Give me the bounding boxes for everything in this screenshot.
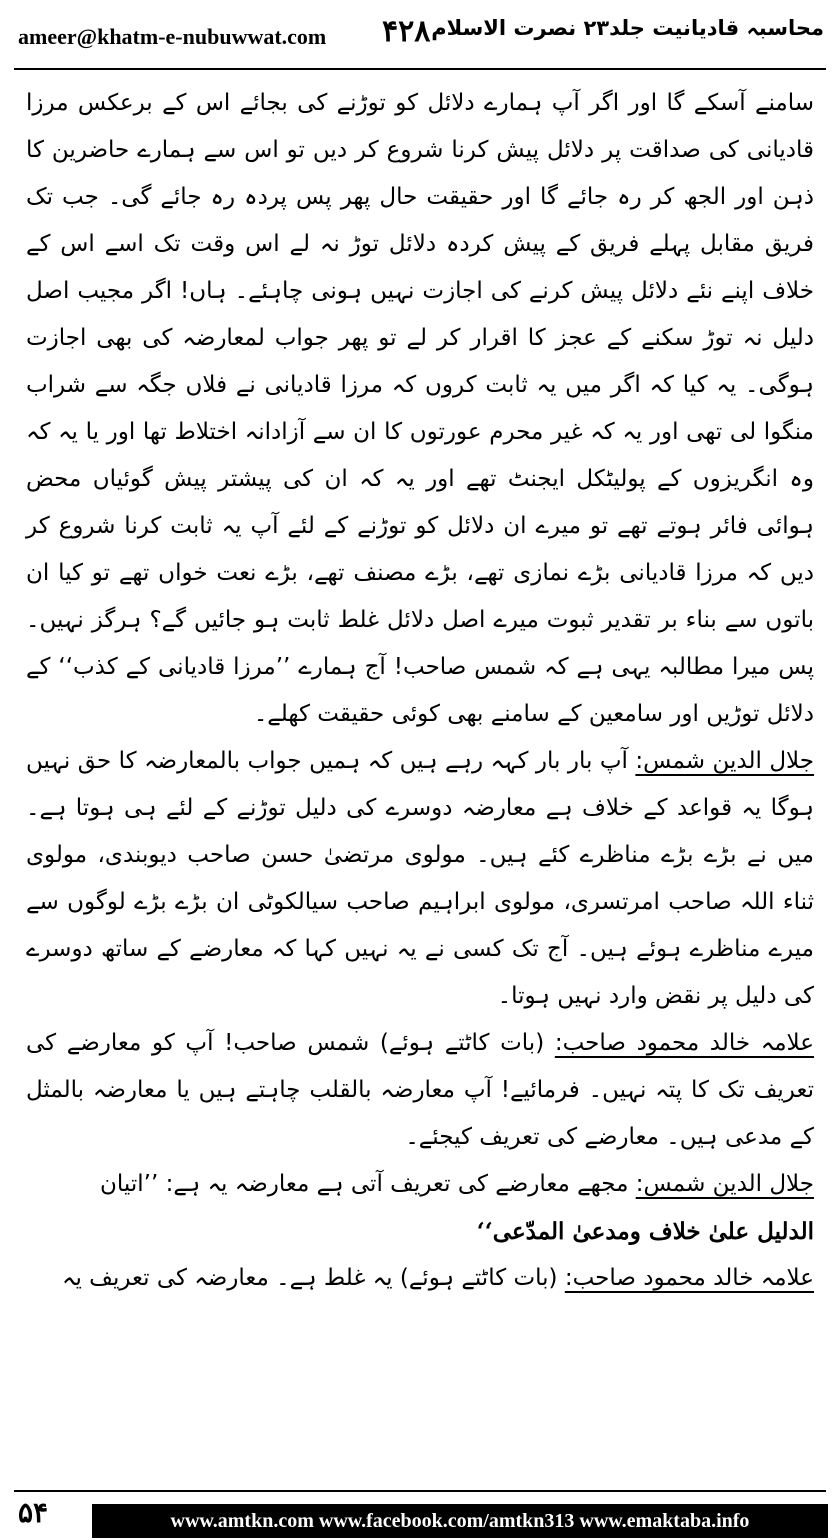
page-body (26, 80, 814, 1302)
speaker-label: جلال الدین شمس: (635, 1171, 814, 1197)
paragraph-4 (26, 1161, 814, 1208)
arabic-quote: الدلیل علیٰ خلاف ومدعیٰ المدّعی‘‘ (476, 1218, 814, 1245)
paragraph-3 (26, 1020, 814, 1161)
page-footer (0, 1482, 840, 1540)
header-book-title: محاسبہ قادیانیت جلد۲۳ نصرت الاسلام (431, 16, 824, 40)
footer-links: www.amtkn.com www.facebook.com/amtkn313 www.emaktaba.info (92, 1504, 828, 1538)
header-divider (14, 68, 826, 70)
page-header (0, 0, 840, 74)
footer-divider (14, 1490, 826, 1492)
paragraph-5 (26, 1255, 814, 1302)
paragraph-1: سامنے آسکے گا اور اگر آپ ہمارے دلائل کو توڑنے کی بجائے اس کے برعکس مرزا قادیانی کی صداقت پر دلائل پیش کرنا شروع کر دیں تو اس سے ہمارے حاضرین کا ذہن اور الجھ کر رہ جائے گا اور حقیقت حال پھر پس پردہ رہ جائے گی۔ جب تک فریق مقابل پہلے فریق کے پیش کردہ دلائل توڑ نہ لے اس وقت تک اسے اس کے خلاف اپنے نئے دلائل پیش کرنے کی اجازت نہیں ہونی چاہئے۔ ہاں! اگر مجیب اصل دلیل نہ توڑ سکنے کے عجز کا اقرار کر لے تو پھر جواب لمعارضہ کی بھی اجازت ہوگی۔ یہ کیا کہ اگر میں یہ ثابت کروں کہ مرزا قادیانی نے فلاں جگہ سے شراب منگوا لی تھی اور یہ کہ غیر محرم عورتوں کا ان سے آزادانہ اختلاط تھا اور یا یہ کہ وہ انگریزوں کے پولیٹکل ایجنٹ تھے اور یہ کہ ان کی پیشتر پیش گوئیاں محض ہوائی فائر ہوتے تھے تو میرے ان دلائل کو توڑنے کے لئے آپ یہ ثابت کرنا شروع کر دیں کہ مرزا قادیانی بڑے نمازی تھے، بڑے مصنف تھے، بڑے نعت خواں تھے تو کیا ان باتوں سے بناء بر تقدیر ثبوت میرے اصل دلائل غلط ثابت ہو جائیں گے؟ ہرگز نہیں۔ پس میرا مطالبہ یہی ہے کہ شمس صاحب! آج ہمارے ’’مرزا قادیانی کے کذب‘‘ کے دلائل توڑیں اور سامعین کے سامنے بھی کوئی حقیقت کھلے۔ (26, 90, 814, 727)
paragraph-text: آپ بار بار کہہ رہے ہیں کہ ہمیں جواب بالمعارضہ کا حق نہیں ہوگا یہ قواعد کے خلاف ہے معارضہ دوسرے کی دلیل توڑنے کے لئے ہی ہوتا ہے۔ میں نے بڑے بڑے مناظرے کئے ہیں۔ مولوی مرتضیٰ حسن صاحب دیوبندی، مولوی ثناء اللہ صاحب امرتسری، مولوی ابراہیم صاحب سیالکوٹی ان بڑے بڑے لوگوں سے میرے مناظرے ہوئے ہیں۔ آج تک کسی نے یہ نہیں کہا کہ معارضے کے ساتھ دوسرے کی دلیل پر نقض وارد نہیں ہوتا۔ (26, 748, 814, 1009)
speaker-label: علامہ خالد محمود صاحب: (554, 1030, 814, 1056)
speaker-label: جلال الدین شمس: (635, 748, 814, 774)
paragraph-text: (بات کاٹتے ہوئے) یہ غلط ہے۔ معارضہ کی تعریف یہ (61, 1265, 565, 1291)
header-email: ameer@khatm-e-nubuwwat.com (18, 24, 327, 49)
paragraph-2 (26, 738, 814, 1020)
paragraph-text: مجھے معارضے کی تعریف آتی ہے معارضہ یہ ہے: ’’اتیان (100, 1171, 636, 1197)
speaker-label: علامہ خالد محمود صاحب: (564, 1265, 814, 1291)
paragraph-text: (بات کاٹتے ہوئے) شمس صاحب! آپ کو معارضے کی تعریف تک کا پتہ نہیں۔ فرمائیے! آپ معارضہ بالقلب چاہتے ہیں یا معارضہ بالمثل کے مدعی ہیں۔ معارضے کی تعریف کیجئے۔ (26, 1030, 814, 1150)
header-page-number: ۴۲۸ (382, 14, 431, 49)
footer-page-number: ۵۴ (18, 1496, 49, 1529)
